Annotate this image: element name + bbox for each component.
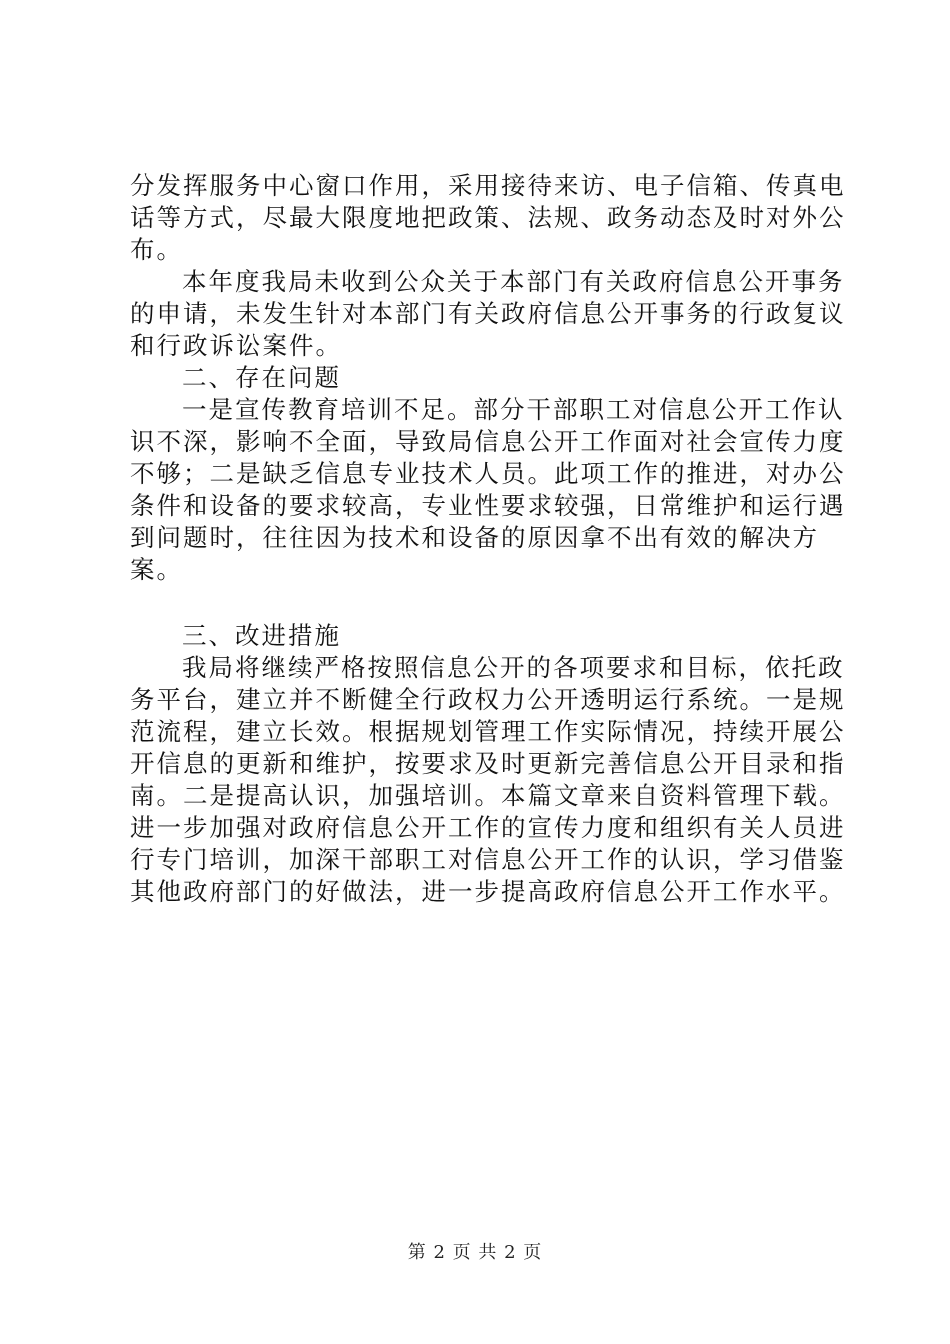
page-footer: 第 2 页 共 2 页 [407,1242,543,1263]
paragraph-problems: 一是宣传教育培训不足。部分干部职工对信息公开工作认识不深，影响不全面，导致局信息公开工作面对社会宣传力度不够；二是缺乏信息专业技术人员。此项工作的推进，对办公条件和设备的要求较高，专业性要求较强，日常维护和运行遇到问题时，往往因为技术和设备的原因拿不出有效的解决方案。 [130,395,846,584]
section-heading-measures: 三、改进措施 [182,621,341,650]
document-body [130,170,850,908]
paragraph-no-requests: 本年度我局未收到公众关于本部门有关政府信息公开事务的申请，未发生针对本部门有关政府信息公开事务的行政复议和行政诉讼案件。 [130,267,846,360]
paragraph-spacer [130,586,850,620]
paragraph-continuation: 分发挥服务中心窗口作用，采用接待来访、电子信箱、传真电话等方式，尽最大限度地把政策、法规、政务动态及时对外公布。 [130,171,846,264]
section-heading-problems: 二、存在问题 [182,363,341,392]
paragraph-measures: 我局将继续严格按照信息公开的各项要求和目标，依托政务平台，建立并不断健全行政权力公开透明运行系统。一是规范流程，建立长效。根据规划管理工作实际情况，持续开展公开信息的更新和维护，按要求及时更新完善信息公开目录和指南。二是提高认识，加强培训。本篇文章来自资料管理下载。进一步加强对政府信息公开工作的宣传力度和组织有关人员进行专门培训，加深干部职工对信息公开工作的认识，学习借鉴其他政府部门的好做法，进一步提高政府信息公开工作水平。 [130,653,846,906]
